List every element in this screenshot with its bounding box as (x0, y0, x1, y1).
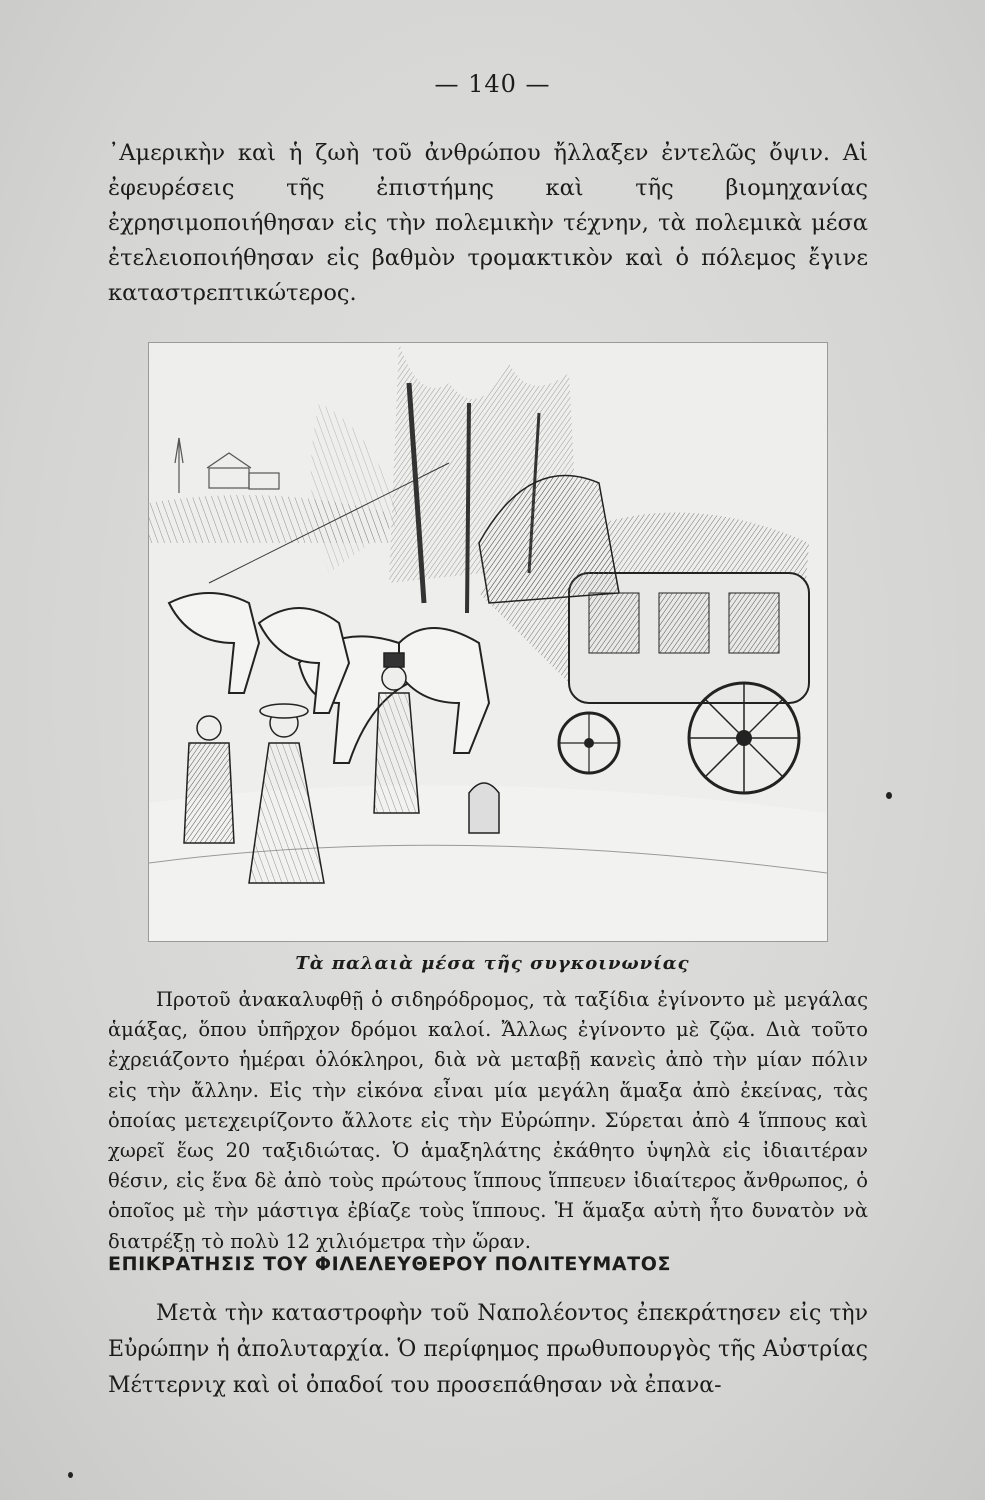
stagecoach-illustration (148, 342, 828, 942)
print-speck (886, 792, 892, 799)
page-number: — 140 — (434, 70, 551, 98)
figure-caption: Τὰ παλαιὰ μέσα τῆς συγκοινωνίας (295, 953, 690, 974)
engraving-drawing (149, 343, 827, 941)
section-heading: ΕΠΙΚΡΑΤΗΣΙΣ ΤΟΥ ΦΙΛΕΛΕΥΘΕΡΟΥ ΠΟΛΙΤΕΥΜΑΤΟΣ (108, 1253, 672, 1275)
print-speck (68, 1472, 73, 1478)
paragraph-bottom: Μετὰ τὴν καταστροφὴν τοῦ Ναπολέοντος ἐπεκράτησεν εἰς τὴν Εὐρώπην ἡ ἀπολυταρχία. Ὁ περίφημος πρωθυπουργὸς τῆς Αὐστρίας Μέττερνιχ καὶ οἱ ὀπαδοί του προσεπάθησαν νὰ ἐπανα- (108, 1301, 868, 1398)
paragraph-caption-description: Προτοῦ ἀνακαλυφθῇ ὁ σιδηρόδρομος, τὰ ταξίδια ἐγίνοντο μὲ μεγάλας ἁμάξας, ὅπου ὑπῆρχον δρόμοι καλοί. Ἄλλως ἐγίνοντο μὲ ζῷα. Διὰ τοῦτο ἐχρειάζοντο ἡμέραι ὁλόκληροι, διὰ νὰ μεταβῇ κανεὶς ἀπὸ τὴν μίαν πόλιν εἰς τὴν ἄλλην. Εἰς τὴν εἰκόνα εἶναι μία μεγάλη ἅμαξα ἀπὸ ἐκείνας, τὰς ὁποίας μετεχειρίζοντο ἄλλοτε εἰς τὴν Εὐρώπην. Σύρεται ἀπὸ 4 ἵππους καὶ χωρεῖ ἕως 20 ταξιδιώτας. Ὁ ἁμαξηλάτης ἐκάθητο ὑψηλὰ εἰς ἰδιαιτέραν θέσιν, εἰς ἕνα δὲ ἀπὸ τοὺς πρώτους ἵππους ἵππευεν ἰδιαίτερος ἄνθρωπος, ὁ ὁποῖος μὲ τὴν μάστιγα ἐβίαζε τοὺς ἵππους. Ἡ ἅμαξα αὐτὴ ἦτο δυνατὸν νὰ διατρέξῃ τὸ πολὺ 12 χιλιόμετρα τὴν ὥραν. (108, 988, 868, 1253)
paragraph-top: ᾿Αμερικὴν καὶ ἡ ζωὴ τοῦ ἀνθρώπου ἤλλαξεν ἐντελῶς ὄψιν. Αἱ ἐφευρέσεις τῆς ἐπιστήμης καὶ τῆς βιομηχανίας ἐχρησιμοποιήθησαν εἰς τὴν πολεμικὴν τέχνην, τὰ πολεμικὰ μέσα ἐτελειοποιήθησαν εἰς βαθμὸν τρομακτικὸν καὶ ὁ πόλεμος ἔγινε καταστρεπτικώτερος. (108, 140, 868, 306)
